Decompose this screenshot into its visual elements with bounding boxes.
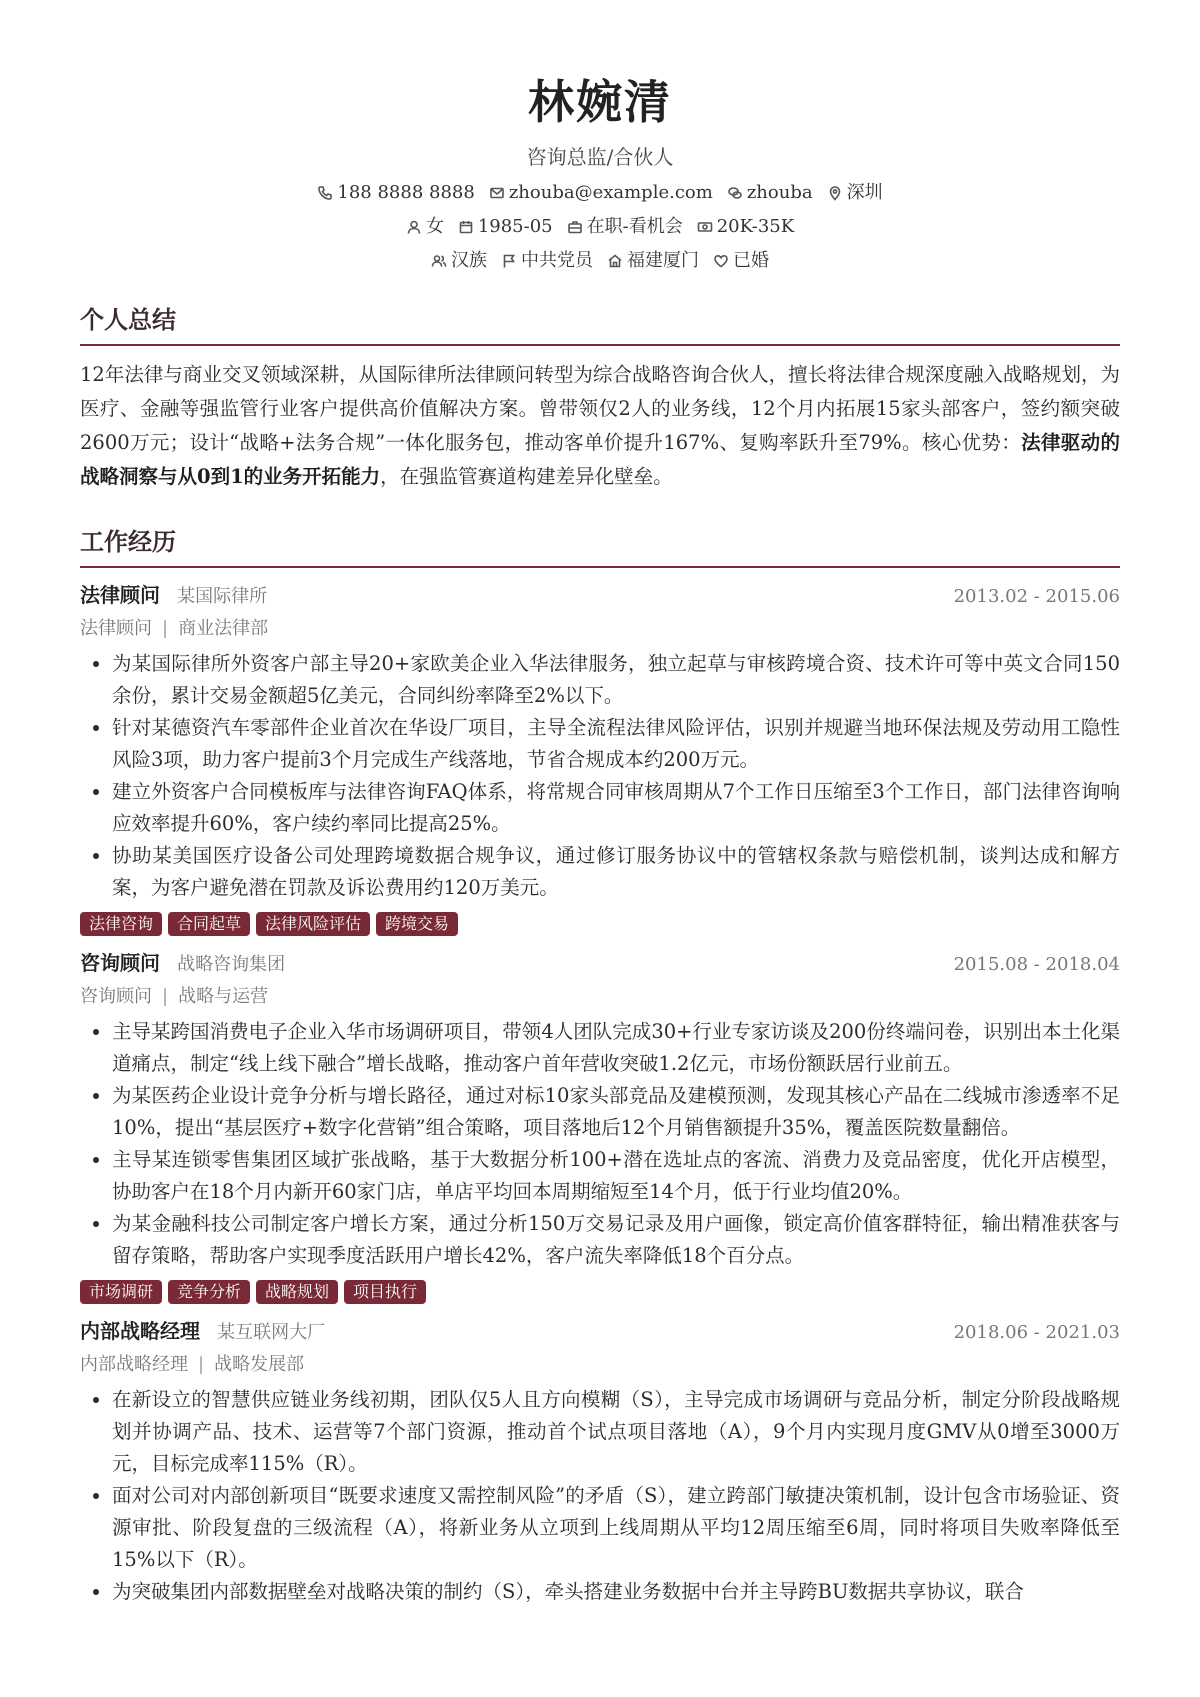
location-item [827,180,883,206]
job-date: 2013.02 - 2015.06 [953,586,1120,607]
bullet-item: • 协助某美国医疗设备公司处理跨境数据合规争议，通过修订服务协议中的管辖权条款与赔偿机制，谈判达成和解方案，为客户避免潜在罚款及诉讼费用约120万美元。 [112,840,1120,904]
job-company: 某互联网大厂 [217,1322,326,1343]
job-bullets [80,1384,1120,1608]
bullet-item: • 为某金融科技公司制定客户增长方案，通过分析150万交易记录及用户画像，锁定高价值客群特征，输出精准获客与留存策略，帮助客户实现季度活跃用户增长42%，客户流失率降低18个百分点。 [112,1208,1120,1272]
user-icon [406,219,422,235]
ethnicity-text: 汉族 [451,250,487,271]
summary-highlight: 法律驱动的战略洞察与从0到1的业务开拓能力 [80,431,1120,488]
bullet-item: • 为某医药企业设计竞争分析与增长路径，通过对标10家头部竞品及建模预测，发现其核心产品在二线城市渗透率不足10%，提出“基层医疗+数字化营销”组合策略，项目落地后12个月销售额提升35%，覆盖医院数量翻倍。 [112,1080,1120,1144]
skill-tag: 合同起草 [168,912,250,936]
salary-text: 20K-35K [716,216,795,237]
skill-tag: 战略规划 [256,1280,338,1304]
salary-item [697,214,794,240]
phone-item[interactable] [317,180,474,206]
job-position: 内部战略经理 [80,1354,188,1375]
summary-text-main: 12年法律与商业交叉领域深耕，从国际律所法律顾问转型为综合战略咨询合伙人，擅长将法律合规深度融入战略规划，为医疗、金融等强监管行业客户提供高价值解决方案。曾带领仅2人的业务线，12个月内拓展15家头部客户，签约额突破2600万元；设计“战略+法务合规”一体化服务包，推动客单价提升167%、复购率跃升至79%。核心优势： [80,363,1120,454]
experience-section [80,524,1120,1608]
phone-icon [317,185,333,201]
job-company: 战略咨询集团 [177,954,286,975]
politics-text: 中共党员 [521,250,593,271]
bullet-item: • 针对某德资汽车零部件企业首次在华设厂项目，主导全流程法律风险评估，识别并规避当地环保法规及劳动用工隐性风险3项，助力客户提前3个月完成生产线落地，节省合规成本约200万元。 [112,712,1120,776]
job-department: 商业法律部 [178,618,269,639]
hometown-text: 福建厦门 [627,250,699,271]
skill-tag: 法律咨询 [80,912,162,936]
heart-icon [713,253,729,269]
candidate-name: 林婉清 [528,75,672,129]
job-header [80,948,1120,980]
mail-icon [489,185,505,201]
separator: | [162,618,169,639]
job-department: 战略与运营 [178,986,269,1007]
job-header [80,1316,1120,1348]
candidate-title: 咨询总监/合伙人 [526,145,674,169]
background-row [80,248,1120,274]
email-item[interactable] [489,180,713,206]
phone-text: 188 8888 8888 [337,182,475,203]
job-date: 2018.06 - 2021.03 [953,1322,1120,1343]
job-bullets [80,1016,1120,1272]
hometown-item [607,248,699,274]
contact-row [80,180,1120,206]
bullet-item: • 为突破集团内部数据壁垒对战略决策的制约（S），牵头搭建业务数据中台并主导跨BU数据共享协议，联合 [112,1576,1120,1608]
bullet-item: • 面对公司对内部创新项目“既要求速度又需控制风险”的矛盾（S），建立跨部门敏捷决策机制，设计包含市场验证、资源审批、阶段复盘的三级流程（A），将新业务从立项到上线周期从平均12周压缩至6周，同时将项目失败率降低至15%以下（R）。 [112,1480,1120,1576]
job-entry [80,948,1120,1304]
wechat-icon [727,185,743,201]
status-text: 在职-看机会 [586,216,683,237]
bullet-item: • 为某国际律所外资客户部主导20+家欧美企业入华法律服务，独立起草与审核跨境合资、技术许可等中英文合同150余份，累计交易金额超5亿美元，合同纠纷率降至2%以下。 [112,648,1120,712]
briefcase-icon [567,219,583,235]
bullet-item: • 建立外资客户合同模板库与法律咨询FAQ体系，将常规合同审核周期从7个工作日压缩至3个工作日，部门法律咨询响应效率提升60%，客户续约率同比提高25%。 [112,776,1120,840]
job-department: 战略发展部 [214,1354,305,1375]
calendar-icon [458,219,474,235]
skill-tag: 项目执行 [344,1280,426,1304]
separator: | [198,1354,205,1375]
gender-item [406,214,444,240]
location-text: 深圳 [846,182,883,203]
job-bullets [80,648,1120,904]
marital-item [713,248,769,274]
job-role: 法律顾问 [80,583,160,607]
summary-heading: 个人总结 [80,302,1120,346]
job-company: 某国际律所 [177,586,268,607]
summary-text-end: ，在强监管赛道构建差异化壁垒。 [380,465,673,488]
job-subtitle [80,982,1120,1012]
bullet-item: • 主导某连锁零售集团区域扩张战略，基于大数据分析100+潜在选址点的客流、消费力及竞品密度，优化开店模型，协助客户在18个月内新开60家门店，单店平均回本周期缩短至14个月，低于行业均值20%。 [112,1144,1120,1208]
gender-text: 女 [425,216,444,237]
job-entry [80,1316,1120,1608]
summary-section [80,302,1120,494]
wechat-item[interactable] [727,180,813,206]
birth-text: 1985-05 [477,216,553,237]
experience-heading: 工作经历 [80,524,1120,568]
politics-item [501,248,593,274]
skill-tag: 法律风险评估 [256,912,370,936]
birth-item [458,214,553,240]
bullet-item: • 在新设立的智慧供应链业务线初期，团队仅5人且方向模糊（S），主导完成市场调研与竞品分析，制定分阶段战略规划并协调产品、技术、运营等7个部门资源，推动首个试点项目落地（A），9个月内实现月度GMV从0增至3000万元，目标完成率115%（R）。 [112,1384,1120,1480]
personal-row [80,214,1120,240]
job-subtitle [80,1350,1120,1380]
skill-tag: 竞争分析 [168,1280,250,1304]
wechat-text: zhouba [746,182,813,203]
skill-tag: 市场调研 [80,1280,162,1304]
job-date: 2015.08 - 2018.04 [953,954,1120,975]
job-position: 法律顾问 [80,618,152,639]
skill-tags [80,912,1120,936]
flag-icon [501,253,517,269]
marital-text: 已婚 [733,250,769,271]
email-text: zhouba@example.com [508,182,713,203]
skill-tag: 跨境交易 [376,912,458,936]
job-position: 咨询顾问 [80,986,152,1007]
resume-header [80,66,1120,274]
skill-tags [80,1280,1120,1304]
job-role: 咨询顾问 [80,951,160,975]
job-header [80,580,1120,612]
job-subtitle [80,614,1120,644]
bullet-item: • 主导某跨国消费电子企业入华市场调研项目，带领4人团队完成30+行业专家访谈及200份终端问卷，识别出本土化渠道痛点，制定“线上线下融合”增长战略，推动客户首年营收突破1.2亿元，市场份额跃居行业前五。 [112,1016,1120,1080]
job-entry [80,580,1120,936]
home-icon [607,253,623,269]
summary-text [80,358,1120,494]
job-role: 内部战略经理 [80,1319,200,1343]
users-icon [431,253,447,269]
location-pin-icon [827,185,843,201]
separator: | [162,986,169,1007]
ethnicity-item [431,248,487,274]
money-icon [697,219,713,235]
status-item [567,214,683,240]
